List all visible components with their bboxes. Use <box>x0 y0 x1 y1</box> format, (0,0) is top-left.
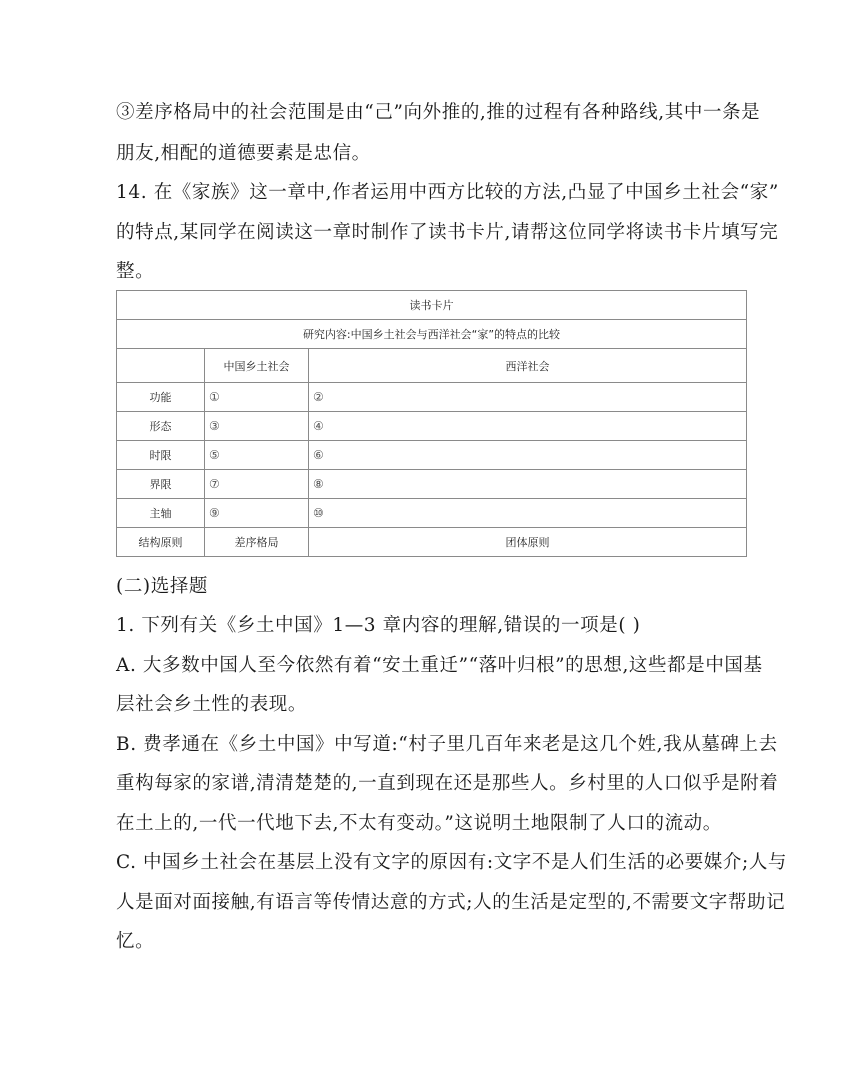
row-label: 时限 <box>117 441 205 470</box>
option-c-line: 忆。 <box>116 931 155 952</box>
row-label: 界限 <box>117 470 205 499</box>
west-principle: 团体原则 <box>309 528 747 557</box>
table-row <box>117 441 747 470</box>
header-china: 中国乡土社会 <box>205 349 309 383</box>
section-heading: (二)选择题 <box>116 576 209 597</box>
option-b-line: B. 费孝通在《乡土中国》中写道:“村子里几百年来老是这几个姓,我从墓碑上去 <box>116 734 778 755</box>
china-blank: ⑨ <box>205 499 309 528</box>
row-label: 结构原则 <box>117 528 205 557</box>
china-blank: ⑤ <box>205 441 309 470</box>
card-title-row <box>117 291 747 320</box>
option-a-line: A. 大多数中国人至今依然有着“安土重迁”“落叶归根”的思想,这些都是中国基 <box>116 655 763 676</box>
china-principle: 差序格局 <box>205 528 309 557</box>
west-blank: ② <box>309 383 747 412</box>
china-blank: ① <box>205 383 309 412</box>
table-row <box>117 499 747 528</box>
card-subtitle-row <box>117 320 747 349</box>
china-blank: ③ <box>205 412 309 441</box>
west-blank: ⑧ <box>309 470 747 499</box>
structure-principle-row <box>117 528 747 557</box>
paragraph-line: ③差序格局中的社会范围是由“己”向外推的,推的过程有各种路线,其中一条是 <box>116 102 761 123</box>
paragraph-line: 朋友,相配的道德要素是忠信。 <box>116 143 371 164</box>
paragraph-line: 整。 <box>116 261 155 282</box>
option-a-line: 层社会乡土性的表现。 <box>116 694 308 715</box>
card-subtitle: 研究内容:中国乡土社会与西洋社会“家”的特点的比较 <box>117 320 747 349</box>
reading-card-table <box>116 290 747 557</box>
row-label: 主轴 <box>117 499 205 528</box>
paragraph-line: 的特点,某同学在阅读这一章时制作了读书卡片,请帮这位同学将读书卡片填写完 <box>116 222 779 243</box>
west-blank: ④ <box>309 412 747 441</box>
header-west: 西洋社会 <box>309 349 747 383</box>
option-c-line: 人是面对面接触,有语言等传情达意的方式;人的生活是定型的,不需要文字帮助记 <box>116 892 786 913</box>
option-b-line: 在土上的,一代一代地下去,不太有变动。”这说明土地限制了人口的流动。 <box>116 813 722 834</box>
question-14-line: 14. 在《家族》这一章中,作者运用中西方比较的方法,凸显了中国乡土社会“家” <box>116 182 779 203</box>
row-label: 形态 <box>117 412 205 441</box>
table-row <box>117 412 747 441</box>
west-blank: ⑥ <box>309 441 747 470</box>
card-header-row <box>117 349 747 383</box>
option-c-line: C. 中国乡土社会在基层上没有文字的原因有:文字不是人们生活的必要媒介;人与 <box>116 852 788 873</box>
table-row <box>117 383 747 412</box>
table-row <box>117 470 747 499</box>
row-label: 功能 <box>117 383 205 412</box>
china-blank: ⑦ <box>205 470 309 499</box>
west-blank: ⑩ <box>309 499 747 528</box>
option-b-line: 重构每家的家谱,清清楚楚的,一直到现在还是那些人。乡村里的人口似乎是附着 <box>116 773 779 794</box>
card-title: 读书卡片 <box>117 291 747 320</box>
header-empty-cell <box>117 349 205 383</box>
question-1-stem: 1. 下列有关《乡土中国》1—3 章内容的理解,错误的一项是( ) <box>116 615 641 636</box>
